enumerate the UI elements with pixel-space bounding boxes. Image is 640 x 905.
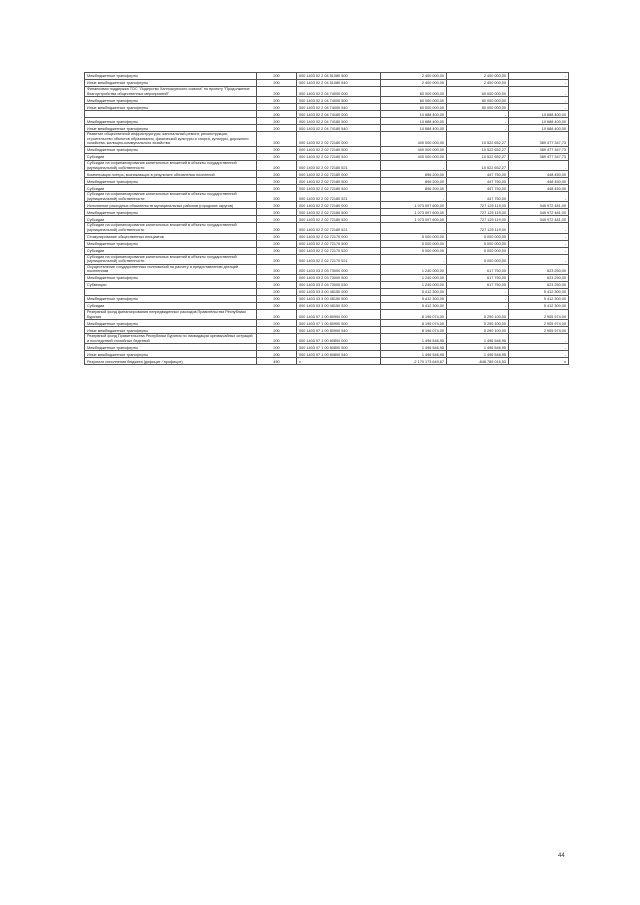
row-executed: 5 000 000,00 [447, 233, 509, 240]
row-name: Субсидии на софинансирование капитальных вложений в объекты государственной (муниципальной) собственности [85, 223, 257, 233]
row-budget-code: 000 1403 02 2 02 72180 521 [297, 160, 381, 170]
row-unexecuted: 345 972 481,00 [509, 216, 569, 223]
table-row [85, 146, 569, 153]
row-line-code: 200 [257, 254, 297, 264]
row-name: Субсидии [85, 153, 257, 160]
row-budget-code: 000 1403 02 2 02 72170 000 [297, 233, 381, 240]
row-unexecuted: 448 450,00 [509, 185, 569, 192]
row-budget-code: 000 1403 02 2 02 72180 500 [297, 209, 381, 216]
row-budget-code: 000 1403 02 2 04 74000 500 [297, 97, 381, 104]
row-line-code: 200 [257, 97, 297, 104]
row-line-code: 200 [257, 281, 297, 288]
row-unexecuted: 2 905 974,00 [509, 327, 569, 334]
row-executed: 727 125 119,00 [447, 223, 509, 233]
table-row [85, 288, 569, 295]
row-unexecuted: x [509, 358, 569, 365]
row-unexecuted: 10 688 400,00 [509, 111, 569, 118]
table-row [85, 274, 569, 281]
row-name: Иные межбюджетные трансферты [85, 104, 257, 111]
row-unexecuted: - [509, 80, 569, 87]
row-budget-code: 000 1403 03 2 03 73000 500 [297, 274, 381, 281]
row-name: Межбюджетные трансферты [85, 344, 257, 351]
row-approved: 8 196 074,00 [381, 327, 447, 334]
row-budget-code: 000 1403 02 2 04 51080 500 [297, 73, 381, 80]
row-approved: 5 000 000,00 [381, 240, 447, 247]
row-line-code: 200 [257, 288, 297, 295]
row-approved: 5 000 000,00 [381, 247, 447, 254]
row-line-code: 200 [257, 233, 297, 240]
row-line-code: 200 [257, 327, 297, 334]
row-executed: 10 522 652,27 [447, 146, 509, 153]
table-row [85, 192, 569, 202]
row-unexecuted: 10 688 400,00 [509, 118, 569, 125]
row-executed: - [447, 302, 509, 309]
row-approved: 1 240 000,00 [381, 274, 447, 281]
row-approved: 5 000 000,00 [381, 233, 447, 240]
row-executed: 5 000 000,00 [447, 254, 509, 264]
row-approved: 60 000 000,00 [381, 97, 447, 104]
table-row [85, 302, 569, 309]
row-executed: - [447, 288, 509, 295]
row-name: Иные межбюджетные трансферты [85, 125, 257, 132]
row-unexecuted: - [509, 104, 569, 111]
row-approved: 896 200,00 [381, 185, 447, 192]
row-budget-code: 000 1403 02 2 04 51080 540 [297, 80, 381, 87]
budget-report-sheet [84, 72, 568, 365]
row-name: Иные межбюджетные трансферты [85, 327, 257, 334]
table-row [85, 216, 569, 223]
row-unexecuted: 2 905 974,00 [509, 309, 569, 319]
table-row [85, 344, 569, 351]
table-row [85, 209, 569, 216]
row-line-code: 200 [257, 146, 297, 153]
row-line-code: 200 [257, 295, 297, 302]
row-unexecuted: 448 450,00 [509, 171, 569, 178]
table-row [85, 73, 569, 80]
row-budget-code: 000 1403 02 2 04 74000 540 [297, 104, 381, 111]
row-unexecuted: 2 905 974,00 [509, 320, 569, 327]
row-name: Субсидии [85, 302, 257, 309]
table-row [85, 334, 569, 344]
row-approved: 10 688 400,00 [381, 125, 447, 132]
row-budget-code: 000 1403 02 2 02 72170 500 [297, 240, 381, 247]
row-name: Межбюджетные трансферты [85, 178, 257, 185]
row-line-code: 200 [257, 111, 297, 118]
row-budget-code: 000 1403 03 3 00 48150 520 [297, 302, 381, 309]
row-budget-code: 000 1403 02 2 02 72180 500 [297, 146, 381, 153]
table-row [85, 358, 569, 365]
row-line-code: 200 [257, 247, 297, 254]
row-line-code: 200 [257, 274, 297, 281]
row-budget-code: 000 1403 02 2 02 72180 520 [297, 185, 381, 192]
row-name: Субсидии [85, 247, 257, 254]
row-name: Межбюджетные трансферты [85, 320, 257, 327]
row-unexecuted: - [509, 192, 569, 202]
row-approved: 5 412 300,00 [381, 288, 447, 295]
row-name: Межбюджетные трансферты [85, 209, 257, 216]
row-unexecuted: 10 688 400,00 [509, 125, 569, 132]
row-executed: 617 750,00 [447, 264, 509, 274]
row-name: Межбюджетные трансферты [85, 295, 257, 302]
table-row [85, 309, 569, 319]
row-budget-code: 000 1403 02 2 04 74180 000 [297, 111, 381, 118]
row-executed: - [447, 111, 509, 118]
row-budget-code: 000 1403 03 3 00 48150 000 [297, 288, 381, 295]
table-row [85, 87, 569, 97]
row-line-code: 450 [257, 358, 297, 365]
table-row [85, 264, 569, 274]
row-unexecuted: - [509, 97, 569, 104]
budget-table [84, 72, 569, 365]
row-line-code: 200 [257, 302, 297, 309]
table-row [85, 295, 569, 302]
row-name: Субвенции [85, 281, 257, 288]
row-budget-code: 000 1403 07 1 00 80800 000 [297, 334, 381, 344]
row-name: Межбюджетные трансферты [85, 146, 257, 153]
row-unexecuted: 5 412 300,00 [509, 288, 569, 295]
table-row [85, 104, 569, 111]
table-row [85, 202, 569, 209]
row-executed: 2 400 000,00 [447, 80, 509, 87]
row-approved: 896 200,00 [381, 171, 447, 178]
row-unexecuted: 623 250,00 [509, 281, 569, 288]
row-approved: - [381, 160, 447, 170]
row-approved: 8 196 074,00 [381, 320, 447, 327]
row-executed: 617 750,00 [447, 281, 509, 288]
row-unexecuted: 389 477 347,73 [509, 132, 569, 147]
budget-table-body [85, 73, 569, 365]
table-row [85, 351, 569, 358]
row-budget-code: 000 1403 02 2 02 72180 000 [297, 202, 381, 209]
row-budget-code: x [297, 358, 381, 365]
row-executed: 447 750,00 [447, 171, 509, 178]
row-line-code: 200 [257, 309, 297, 319]
row-line-code: 200 [257, 192, 297, 202]
row-executed: 617 750,00 [447, 274, 509, 281]
table-row [85, 171, 569, 178]
row-name [85, 111, 257, 118]
row-name: Межбюджетные трансферты [85, 240, 257, 247]
row-name [85, 288, 257, 295]
table-row [85, 132, 569, 147]
row-approved: 1 240 000,00 [381, 281, 447, 288]
row-executed: 5 000 000,00 [447, 240, 509, 247]
table-row [85, 111, 569, 118]
row-approved: 400 000 000,00 [381, 132, 447, 147]
row-name: Субсидии на софинансирование капитальных вложений в объекты государственной (муниципальной) собственности [85, 254, 257, 264]
row-approved: 1 073 097 600,00 [381, 209, 447, 216]
row-approved: 60 000 000,00 [381, 87, 447, 97]
row-approved: 60 000 000,00 [381, 104, 447, 111]
row-budget-code: 000 1403 02 2 02 72180 521 [297, 223, 381, 233]
row-unexecuted: - [509, 233, 569, 240]
row-budget-code: 000 1403 02 2 02 72170 520 [297, 247, 381, 254]
row-executed: 60 000 000,00 [447, 97, 509, 104]
row-name: Иные межбюджетные трансферты [85, 80, 257, 87]
table-row [85, 125, 569, 132]
row-line-code: 200 [257, 216, 297, 223]
table-row [85, 320, 569, 327]
row-unexecuted: 389 477 347,73 [509, 146, 569, 153]
row-unexecuted: 345 972 481,00 [509, 202, 569, 209]
row-executed: 447 750,00 [447, 185, 509, 192]
row-budget-code: 000 1403 02 2 02 72180 000 [297, 132, 381, 147]
row-budget-code: 000 1403 02 2 02 72180 520 [297, 153, 381, 160]
row-line-code: 200 [257, 160, 297, 170]
row-line-code: 200 [257, 171, 297, 178]
row-line-code: 200 [257, 185, 297, 192]
row-approved: - [381, 254, 447, 264]
row-executed: 5 290 100,00 [447, 320, 509, 327]
row-executed: 1 496 546,95 [447, 344, 509, 351]
table-row [85, 281, 569, 288]
row-unexecuted: - [509, 73, 569, 80]
row-unexecuted: - [509, 254, 569, 264]
row-line-code: 200 [257, 320, 297, 327]
row-name: Межбюджетные трансферты [85, 97, 257, 104]
row-executed: 60 000 000,00 [447, 104, 509, 111]
row-name: Субсидии [85, 185, 257, 192]
row-budget-code: 000 1403 03 2 03 73000 000 [297, 264, 381, 274]
row-executed: 10 522 652,27 [447, 132, 509, 147]
row-name: Осуществление государственных полномочий по расчету и предоставлению дотаций поселениям [85, 264, 257, 274]
row-budget-code: 000 1403 07 1 00 80900 500 [297, 320, 381, 327]
row-approved: 10 688 400,00 [381, 118, 447, 125]
row-name: Субсидии на софинансирование капитальных вложений в объекты государственной (муниципальной) собственности [85, 160, 257, 170]
table-row [85, 178, 569, 185]
row-approved: 5 412 300,00 [381, 302, 447, 309]
row-executed: 727 125 119,00 [447, 202, 509, 209]
row-approved: - [381, 192, 447, 202]
row-name: Компенсация потерь, возникающих в результате обновления поселений [85, 171, 257, 178]
row-budget-code: 000 1403 07 1 00 80900 000 [297, 309, 381, 319]
table-row [85, 233, 569, 240]
row-approved: 1 073 097 600,00 [381, 216, 447, 223]
row-unexecuted: 5 412 300,00 [509, 295, 569, 302]
row-name: Результат исполнения бюджета (дефицит / профицит) [85, 358, 257, 365]
row-line-code: 200 [257, 264, 297, 274]
row-name: Исполнение расходных обязательств муниципальных районов (городских округов) [85, 202, 257, 209]
row-executed: 5 290 100,00 [447, 309, 509, 319]
row-executed: 447 750,00 [447, 192, 509, 202]
row-approved: - [381, 223, 447, 233]
row-approved: 2 400 000,00 [381, 80, 447, 87]
row-approved: 400 000 000,00 [381, 146, 447, 153]
page-number: 44 [558, 853, 565, 859]
row-name: Стимулирование общественных инициатив [85, 233, 257, 240]
row-budget-code: 000 1403 07 1 00 80800 540 [297, 351, 381, 358]
row-executed: 2 400 000,00 [447, 73, 509, 80]
row-executed: - [447, 295, 509, 302]
row-line-code: 200 [257, 73, 297, 80]
row-line-code: 200 [257, 209, 297, 216]
row-budget-code: 000 1403 03 2 03 73000 530 [297, 281, 381, 288]
row-line-code: 200 [257, 80, 297, 87]
row-budget-code: 000 1403 02 2 02 72180 521 [297, 192, 381, 202]
row-unexecuted: - [509, 351, 569, 358]
row-approved: 1 496 546,95 [381, 351, 447, 358]
row-executed: 10 522 652,27 [447, 153, 509, 160]
row-name: Резервный фонд финансирования непредвиденных расходов Правительства Республики Бурятия [85, 309, 257, 319]
row-executed: 1 496 546,95 [447, 334, 509, 344]
row-approved: 8 196 074,00 [381, 309, 447, 319]
row-unexecuted: 345 972 481,00 [509, 209, 569, 216]
row-unexecuted: 389 477 347,73 [509, 153, 569, 160]
row-budget-code: 000 1403 07 1 00 80800 500 [297, 344, 381, 351]
row-line-code: 200 [257, 125, 297, 132]
row-executed: - [447, 125, 509, 132]
table-row [85, 185, 569, 192]
table-row [85, 97, 569, 104]
row-unexecuted: - [509, 344, 569, 351]
row-approved: 2 400 000,00 [381, 73, 447, 80]
row-executed: 5 000 000,00 [447, 247, 509, 254]
row-approved: 1 240 000,00 [381, 264, 447, 274]
row-name: Субсидии на софинансирование капитальных вложений в объекты государственной (муниципальной) собственности [85, 192, 257, 202]
row-line-code: 200 [257, 132, 297, 147]
row-line-code: 200 [257, 334, 297, 344]
row-approved: -2 170 173 649,67 [381, 358, 447, 365]
row-executed: -848 789 016,53 [447, 358, 509, 365]
row-name: Финансовая поддержка ТОС "Лидерство Хангъясунского сомона" по проекту "Продолжение благоустройства общественных мероприятий" [85, 87, 257, 97]
row-executed: 727 125 119,00 [447, 209, 509, 216]
table-row [85, 153, 569, 160]
row-line-code: 200 [257, 178, 297, 185]
row-unexecuted: - [509, 247, 569, 254]
row-budget-code: 000 1403 02 2 02 72180 000 [297, 171, 381, 178]
row-unexecuted: 623 250,00 [509, 264, 569, 274]
row-name: Иные межбюджетные трансферты [85, 351, 257, 358]
table-row [85, 160, 569, 170]
row-executed: 60 000 000,00 [447, 87, 509, 97]
row-line-code: 200 [257, 223, 297, 233]
row-unexecuted: - [509, 334, 569, 344]
row-line-code: 200 [257, 104, 297, 111]
table-row [85, 327, 569, 334]
row-executed: 447 750,00 [447, 178, 509, 185]
row-budget-code: 000 1403 02 2 04 74000 000 [297, 87, 381, 97]
row-name: Межбюджетные трансферты [85, 73, 257, 80]
row-approved: 1 073 097 600,00 [381, 202, 447, 209]
row-approved: 1 496 546,95 [381, 334, 447, 344]
row-executed: 10 522 652,27 [447, 160, 509, 170]
row-budget-code: 000 1403 02 2 04 74180 500 [297, 118, 381, 125]
table-row [85, 254, 569, 264]
table-row [85, 247, 569, 254]
row-approved: 10 688 400,00 [381, 111, 447, 118]
table-row [85, 240, 569, 247]
row-executed: - [447, 118, 509, 125]
table-row [85, 118, 569, 125]
row-budget-code: 000 1403 03 3 00 48150 500 [297, 295, 381, 302]
row-unexecuted: - [509, 223, 569, 233]
row-executed: 727 125 119,00 [447, 216, 509, 223]
row-executed: 1 496 546,95 [447, 351, 509, 358]
table-row [85, 80, 569, 87]
row-name: Развитие общественной инфраструктуры, капитальный ремонт, реконструкция, строительство объектов образования, физической культуры и спорта, культуры, дорожного хозяйства, жилищно-коммунального хозяйства [85, 132, 257, 147]
row-unexecuted: 5 412 300,00 [509, 302, 569, 309]
row-budget-code: 000 1403 02 2 02 72170 521 [297, 254, 381, 264]
row-approved: 5 412 300,00 [381, 295, 447, 302]
row-approved: 896 200,00 [381, 178, 447, 185]
row-line-code: 200 [257, 344, 297, 351]
row-budget-code: 000 1403 02 2 02 72180 520 [297, 216, 381, 223]
row-unexecuted: - [509, 160, 569, 170]
row-name: Межбюджетные трансферты [85, 274, 257, 281]
row-unexecuted: - [509, 87, 569, 97]
row-line-code: 200 [257, 118, 297, 125]
row-line-code: 200 [257, 87, 297, 97]
row-line-code: 200 [257, 351, 297, 358]
row-name: Межбюджетные трансферты [85, 118, 257, 125]
table-row [85, 223, 569, 233]
row-budget-code: 000 1403 07 1 00 80900 540 [297, 327, 381, 334]
row-budget-code: 000 1403 02 2 04 74180 540 [297, 125, 381, 132]
row-budget-code: 000 1403 02 2 02 72180 500 [297, 178, 381, 185]
row-line-code: 200 [257, 153, 297, 160]
row-name: Резервный фонд Правительства Республики Бурятия по ликвидации чрезвычайных ситуаций и последствий стихийных бедствий [85, 334, 257, 344]
row-executed: 5 290 100,00 [447, 327, 509, 334]
row-unexecuted: 623 250,00 [509, 274, 569, 281]
row-line-code: 200 [257, 202, 297, 209]
row-unexecuted: 448 450,00 [509, 178, 569, 185]
row-approved: 1 496 546,95 [381, 344, 447, 351]
row-approved: 400 000 000,00 [381, 153, 447, 160]
row-name: Субсидии [85, 216, 257, 223]
row-line-code: 200 [257, 240, 297, 247]
row-unexecuted: - [509, 240, 569, 247]
